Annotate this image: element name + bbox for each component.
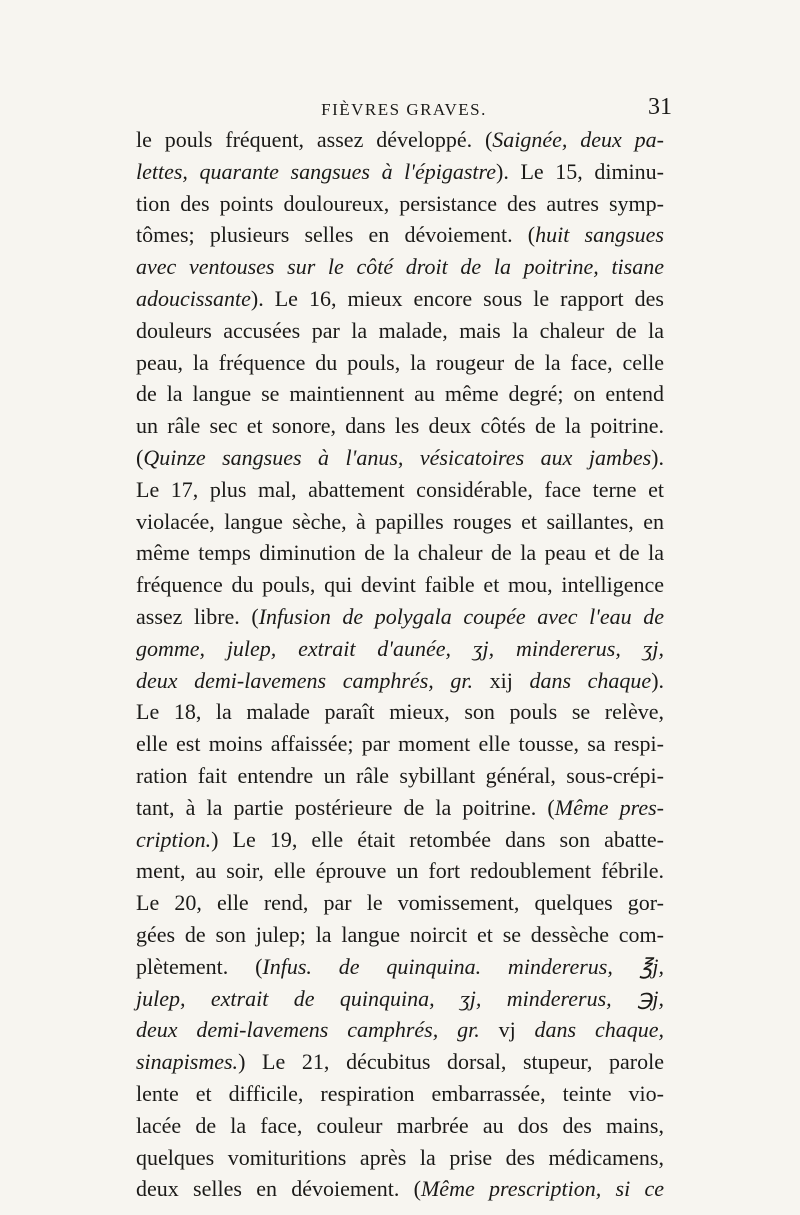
running-title: FIÈVRES GRAVES. (321, 100, 487, 119)
text-line (136, 1142, 664, 1174)
text-line (136, 728, 664, 760)
text-segment: peau, la fréquence du pouls, la rougeur de la face, celle (136, 349, 664, 375)
text-line (136, 156, 664, 188)
text-line (136, 919, 664, 951)
text-line (136, 1110, 664, 1142)
italic-text-segment: adoucissante (136, 285, 251, 311)
text-line (136, 442, 664, 474)
text-line (136, 792, 664, 824)
italic-text-segment: sinapismes. (136, 1049, 239, 1075)
text-line (136, 283, 664, 315)
text-line (136, 474, 664, 506)
italic-text-segment: Même prescription, si ce (420, 1176, 664, 1202)
text-line (136, 760, 664, 792)
text-segment: deux selles en dévoiement. ( (136, 1176, 421, 1202)
text-segment: de la langue se maintiennent au même degré; on entend (136, 381, 664, 407)
italic-text-segment: deux demi-lavemens camphrés, gr. (136, 667, 473, 693)
text-segment: ). (651, 444, 664, 470)
italic-text-segment: dans chaque (529, 667, 652, 693)
text-segment: Le 17, plus mal, abattement considérable, face terne et (136, 476, 664, 502)
text-line (136, 537, 664, 569)
text-line (136, 633, 664, 665)
text-line (136, 1014, 664, 1046)
italic-text-segment: Même pres- (554, 794, 665, 820)
text-line (136, 887, 664, 919)
page-number: 31 (648, 94, 672, 120)
text-segment: tant, à la partie postérieure de la poitrine. ( (136, 794, 555, 820)
italic-text-segment: deux demi-lavemens camphrés, gr. (136, 1017, 480, 1043)
italic-text-segment: julep, extrait de quinquina, ʒj, mindererus, ℈j, (136, 985, 664, 1011)
text-segment: Le 18, la malade paraît mieux, son pouls se relève, (136, 699, 664, 725)
text-segment: ) Le 19, elle était retombée dans son abatte- (211, 826, 664, 852)
text-line (136, 1078, 664, 1110)
text-line (136, 1173, 664, 1205)
text-segment: gées de son julep; la langue noircit et se dessèche com- (136, 921, 664, 947)
text-line (136, 569, 664, 601)
text-segment: xij (473, 667, 530, 693)
text-line (136, 378, 664, 410)
text-segment: Le 20, elle rend, par le vomissement, quelques gor- (136, 890, 664, 916)
text-line (136, 188, 664, 220)
text-line (136, 601, 664, 633)
text-segment: douleurs accusées par la malade, mais la chaleur de la (136, 317, 664, 343)
text-segment: ). Le 16, mieux encore sous le rapport des (250, 285, 664, 311)
italic-text-segment: lettes, quarante sangsues à l'épigastre (136, 158, 497, 184)
text-line (136, 665, 664, 697)
text-segment: quelques vomituritions après la prise des médicamens, (136, 1144, 664, 1170)
text-segment: lacée de la face, couleur marbrée au dos des mains, (136, 1112, 664, 1138)
text-line (136, 251, 664, 283)
text-line (136, 1046, 664, 1078)
italic-text-segment: huit sangsues (535, 222, 664, 248)
text-segment: même temps diminution de la chaleur de la peau et de la (136, 540, 664, 566)
text-segment: tômes; plusieurs selles en dévoiement. ( (136, 222, 536, 248)
text-line (136, 983, 664, 1015)
text-segment: ). Le 15, diminu- (496, 158, 664, 184)
text-line (136, 855, 664, 887)
text-segment: ment, au soir, elle éprouve un fort redoublement fébrile. (136, 858, 664, 884)
text-segment: tion des points douloureux, persistance des autres symp- (136, 190, 664, 216)
italic-text-segment: Saignée, deux pa- (492, 127, 664, 152)
text-segment: assez libre. ( (136, 603, 259, 629)
text-segment: vj (479, 1017, 535, 1043)
text-line (136, 124, 664, 156)
text-segment: ) Le 21, décubitus dorsal, stupeur, parole (238, 1049, 664, 1075)
body-text (136, 124, 664, 1205)
italic-text-segment: Infusion de polygala coupée avec l'eau de (258, 603, 664, 629)
italic-text-segment: cription. (136, 826, 212, 852)
italic-text-segment: dans chaque, (534, 1017, 664, 1043)
text-line (136, 951, 664, 983)
italic-text-segment: gomme, julep, extrait d'aunée, ʒj, mindererus, ʒj, (136, 635, 664, 661)
page-header (136, 88, 672, 124)
text-line (136, 315, 664, 347)
text-segment: le pouls fréquent, assez développé. ( (136, 127, 493, 152)
text-line (136, 219, 664, 251)
text-segment: lente et difficile, respiration embarrassée, teinte vio- (136, 1080, 664, 1106)
text-line (136, 410, 664, 442)
italic-text-segment: Infus. de quinquina. mindererus, ℥j, (262, 953, 664, 979)
italic-text-segment: avec ventouses sur le côté droit de la poitrine, tisane (136, 254, 664, 280)
text-line (136, 824, 664, 856)
text-line (136, 347, 664, 379)
text-segment: elle est moins affaissée; par moment elle tousse, sa respi- (136, 731, 664, 757)
text-segment: violacée, langue sèche, à papilles rouges et saillantes, en (136, 508, 664, 534)
text-segment: un râle sec et sonore, dans les deux côtés de la poitrine. (136, 413, 664, 439)
text-segment: ration fait entendre un râle sybillant général, sous-crépi- (136, 762, 664, 788)
italic-text-segment: Quinze sangsues à l'anus, vésicatoires aux jambes (143, 444, 652, 470)
text-line (136, 506, 664, 538)
text-line (136, 696, 664, 728)
text-segment: fréquence du pouls, qui devint faible et mou, intelligence (136, 572, 664, 598)
text-segment: plètement. ( (136, 953, 263, 979)
text-segment: ( (136, 444, 144, 470)
text-segment: ). (651, 667, 665, 693)
